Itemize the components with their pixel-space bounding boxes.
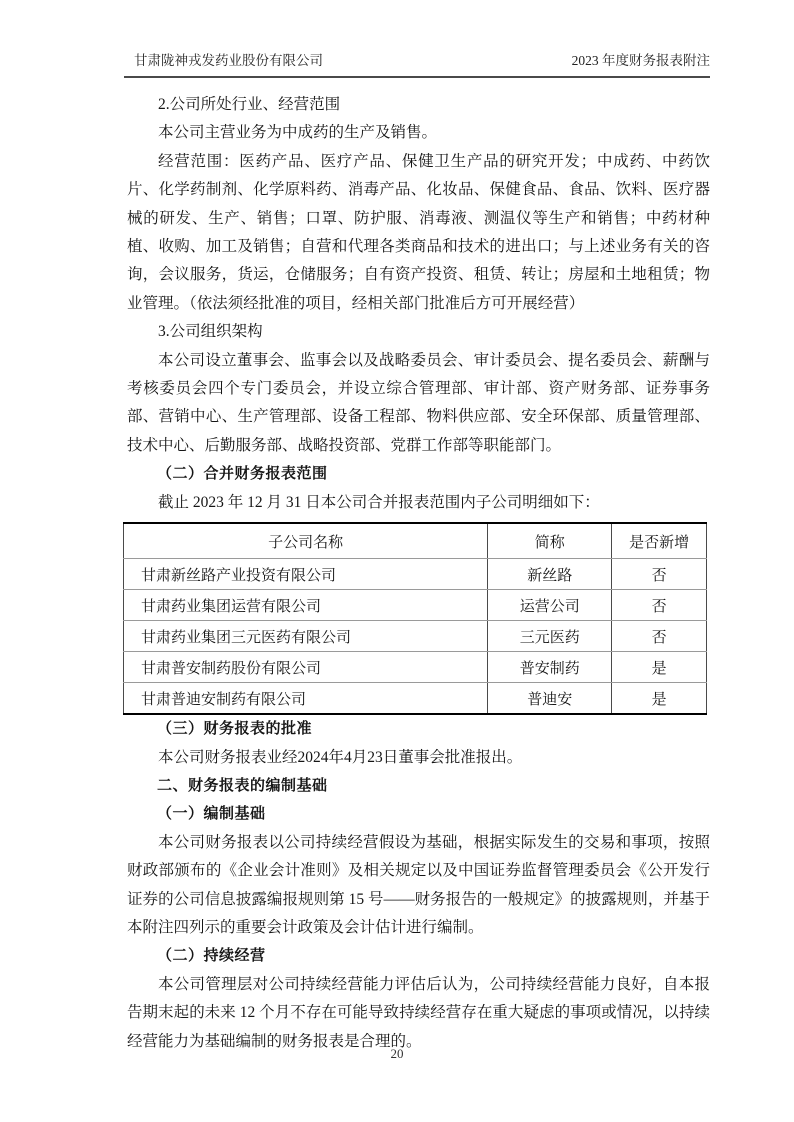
paragraph-industry-scope-title: 2.公司所处行业、经营范围 xyxy=(158,96,341,113)
table-cell-new: 是 xyxy=(612,652,707,683)
subsidiaries-table xyxy=(123,522,707,715)
table-row xyxy=(124,683,707,715)
paragraph-subsidiaries-intro: 截止 2023 年 12 月 31 日本公司合并报表范围内子公司明细如下： xyxy=(158,493,600,511)
table-cell-short: 新丝路 xyxy=(488,559,612,590)
page-header xyxy=(124,52,710,78)
section-heading-preparation-basis: （一）编制基础 xyxy=(157,805,266,823)
paragraph-main-business: 本公司主营业务为中成药的生产及销售。 xyxy=(158,124,438,142)
table-cell-new: 否 xyxy=(612,590,707,621)
section-heading-preparation-basis-chapter: 二、财务报表的编制基础 xyxy=(157,776,328,794)
paragraph-org-structure-title: 3.公司组织架构 xyxy=(158,323,263,341)
table-cell-name: 甘肃药业集团三元医药有限公司 xyxy=(124,621,488,652)
table-cell-short: 三元医药 xyxy=(488,621,612,652)
table-header-subsidiary-name: 子公司名称 xyxy=(124,523,488,559)
section-heading-consolidation-scope: （二）合并财务报表范围 xyxy=(157,465,328,483)
header-company-name: 甘肃陇神戎发药业股份有限公司 xyxy=(134,53,323,68)
table-header-newly-added: 是否新增 xyxy=(612,523,707,559)
table-cell-new: 是 xyxy=(612,683,707,715)
header-report-title: 2023 年度财务报表附注 xyxy=(571,53,710,68)
table-cell-short: 普迪安 xyxy=(488,683,612,715)
paragraph-preparation-basis: 本公司财务报表以公司持续经营假设为基础，根据实际发生的交易和事项，按照财政部颁布的《企业会计准则》及相关规定以及中国证券监督管理委员会《公开发行证券的公司信息披露编报规则第 15 号——财务报告的一般规定》的披露规则，并基于本附注四列示的重要会计政策及会计估计进行编制。 xyxy=(127,833,710,936)
table-cell-name: 甘肃普迪安制药有限公司 xyxy=(124,683,488,715)
table-row xyxy=(124,590,707,621)
table-row xyxy=(124,559,707,590)
section-heading-going-concern: （二）持续经营 xyxy=(157,947,266,965)
table-cell-name: 甘肃新丝路产业投资有限公司 xyxy=(124,559,488,590)
table-header-row xyxy=(124,523,707,559)
paragraph-org-structure: 本公司设立董事会、监事会以及战略委员会、审计委员会、提名委员会、薪酬与考核委员会四个专门委员会，并设立综合管理部、审计部、资产财务部、证券事务部、营销中心、生产管理部、设备工程部、物料供应部、安全环保部、质量管理部、技术中心、后勤服务部、战略投资部、党群工作部等职能部门。 xyxy=(127,351,710,454)
table-cell-new: 否 xyxy=(612,559,707,590)
paragraph-going-concern: 本公司管理层对公司持续经营能力评估后认为，公司持续经营能力良好，自本报告期末起的未来 12 个月不存在可能导致持续经营存在重大疑虑的事项或情况，以持续经营能力为基础编制的财务报表是合理的。 xyxy=(127,975,710,1050)
table-cell-short: 运营公司 xyxy=(488,590,612,621)
table-row xyxy=(124,621,707,652)
page-number: 20 xyxy=(390,1046,404,1061)
paragraph-business-scope: 经营范围：医药产品、医疗产品、保健卫生产品的研究开发；中成药、中药饮片、化学药制剂、化学原料药、消毒产品、化妆品、保健食品、食品、饮料、医疗器械的研发、生产、销售；口罩、防护服、消毒液、测温仪等生产和销售；中药材种植、收购、加工及销售；自营和代理各类商品和技术的进出口；与上述业务有关的咨询，会议服务，货运，仓储服务；自有资产投资、租赁、转让；房屋和土地租赁；物业管理。（依法须经批准的项目，经相关部门批准后方可开展经营） xyxy=(127,152,710,312)
paragraph-statement-approval: 本公司财务报表业经2024年4月23日董事会批准报出。 xyxy=(158,748,523,766)
section-heading-statement-approval: （三）财务报表的批准 xyxy=(157,720,313,738)
document-body xyxy=(127,91,710,1056)
table-cell-name: 甘肃药业集团运营有限公司 xyxy=(124,590,488,621)
table-cell-short: 普安制药 xyxy=(488,652,612,683)
table-header-short-name: 简称 xyxy=(488,523,612,559)
table-cell-new: 否 xyxy=(612,621,707,652)
table-row xyxy=(124,652,707,683)
table-cell-name: 甘肃普安制药股份有限公司 xyxy=(124,652,488,683)
